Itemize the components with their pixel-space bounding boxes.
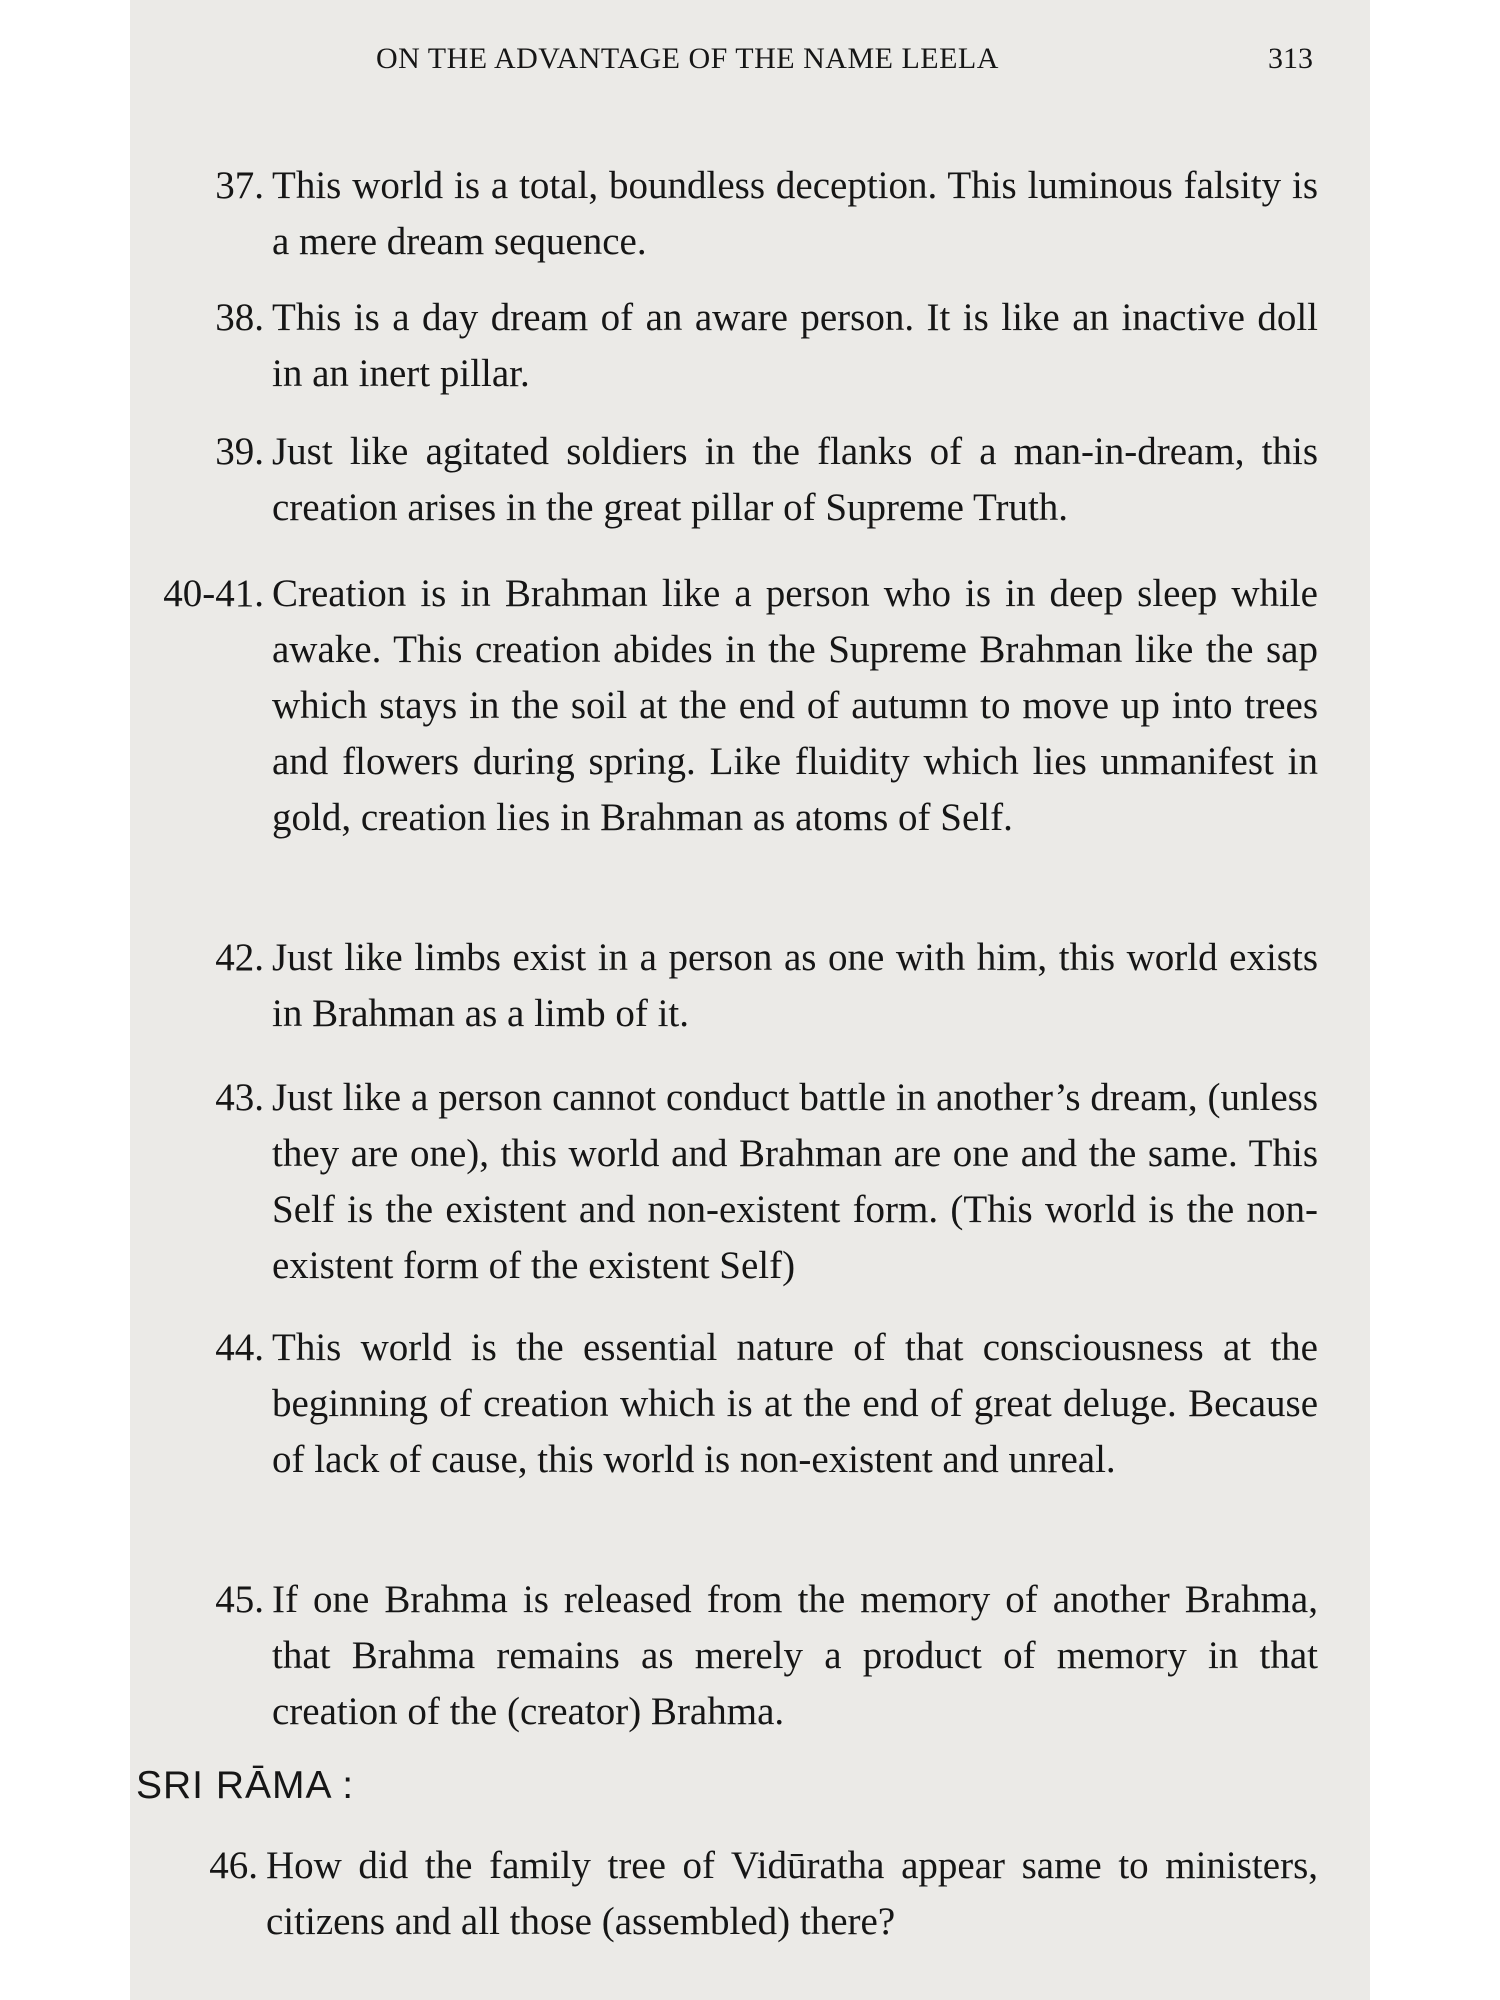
verse-38	[215, 290, 1318, 402]
verse-text: Just like agitated soldiers in the flanks of a man-in-dream, this creation arises in the great pillar of Supreme Truth.	[272, 430, 1318, 529]
verse-text: This world is a total, boundless deception. This luminous falsity is a mere dream sequence.	[272, 164, 1318, 263]
verse-text: This is a day dream of an aware person. It is like an inactive doll in an inert pillar.	[272, 296, 1318, 395]
verse-number: 42.	[215, 936, 264, 979]
verse-number: 37.	[215, 164, 264, 207]
running-header: ON THE ADVANTAGE OF THE NAME LEELA	[376, 42, 999, 75]
verse-number: 39.	[215, 430, 264, 473]
verse-number: 40-41.	[163, 572, 264, 615]
verse-text: Just like limbs exist in a person as one with him, this world exists in Brahman as a limb of it.	[272, 936, 1318, 1035]
verse-40-41	[163, 566, 1318, 846]
verse-number: 45.	[215, 1578, 264, 1621]
verse-number: 44.	[215, 1326, 264, 1369]
verse-46	[209, 1838, 1318, 1950]
verse-44	[215, 1320, 1318, 1488]
verse-number: 43.	[215, 1076, 264, 1119]
verse-text: Just like a person cannot conduct battle in another’s dream, (unless they are one), this world and Brahman are one and the same. This Self is the existent and non-existent form. (This world is the non-existent form of the existent Self)	[272, 1076, 1318, 1287]
verse-number: 46.	[209, 1844, 258, 1887]
verse-45	[215, 1572, 1318, 1740]
verse-text: How did the family tree of Vidūratha appear same to ministers, citizens and all those (assembled) there?	[266, 1844, 1318, 1943]
verse-37	[215, 158, 1318, 270]
verse-text: This world is the essential nature of that consciousness at the beginning of creation which is at the end of great deluge. Because of lack of cause, this world is non-existent and unreal.	[272, 1326, 1318, 1481]
verse-39	[215, 424, 1318, 536]
verse-42	[215, 930, 1318, 1042]
speaker-label: SRI RĀMA :	[136, 1764, 355, 1807]
show-through-texture	[140, 860, 1320, 920]
verse-text: If one Brahma is released from the memory of another Brahma, that Brahma remains as merely a product of memory in that creation of the (creator) Brahma.	[272, 1578, 1318, 1733]
verse-number: 38.	[215, 296, 264, 339]
verse-43	[215, 1070, 1318, 1294]
verse-text: Creation is in Brahman like a person who is in deep sleep while awake. This creation abides in the Supreme Brahman like the sap which stays in the soil at the end of autumn to move up into trees and flowers during spring. Like fluidity which lies unmanifest in gold, creation lies in Brahman as atoms of Self.	[272, 572, 1318, 839]
page-number: 313	[1268, 42, 1313, 75]
